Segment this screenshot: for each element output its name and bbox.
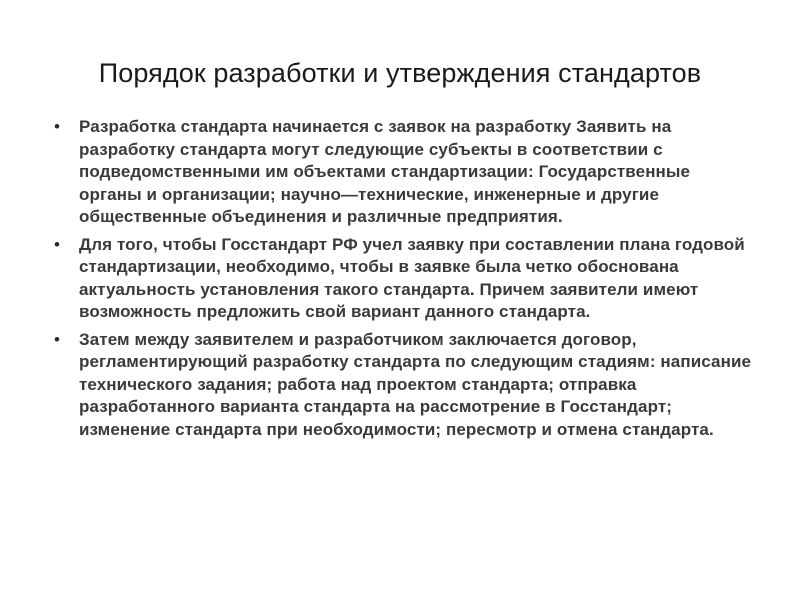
bullet-text: Для того, чтобы Госстандарт РФ учел заявку при составлении плана годовой стандартизации, необходимо, чтобы в заявке была четко обоснована актуальность установления такого стандарта. Причем заявители имеют возможность предложить свой вариант данного стандарта.	[79, 234, 745, 321]
bullet-item	[52, 329, 752, 442]
bullet-item	[52, 234, 752, 324]
bullet-icon: •	[54, 329, 60, 349]
bullet-text: Затем между заявителем и разработчиком заключается договор, регламентирующий разработку стандарта по следующим стадиям: написание технического задания; работа над проектом стандарта; отправка разработанного варианта стандарта на рассмотрение в Госстандарт; изменение стандарта при необходимости; пересмотр и отмена стандарта.	[79, 329, 752, 439]
bullet-text: Разработка стандарта начинается с заявок на разработку Заявить на разработку стандарта могут следующие субъекты в соответствии с подведомственными им объектами стандартизации: Государственные органы и организации; научно—технические, инженерные и другие общественные объединения и различные предприятия.	[79, 117, 691, 226]
bullet-item	[52, 116, 752, 229]
slide-title: Порядок разработки и утверждения стандартов	[98, 58, 702, 88]
bullet-icon: •	[54, 117, 60, 136]
bullet-list	[52, 116, 752, 446]
bullet-icon: •	[54, 234, 60, 254]
